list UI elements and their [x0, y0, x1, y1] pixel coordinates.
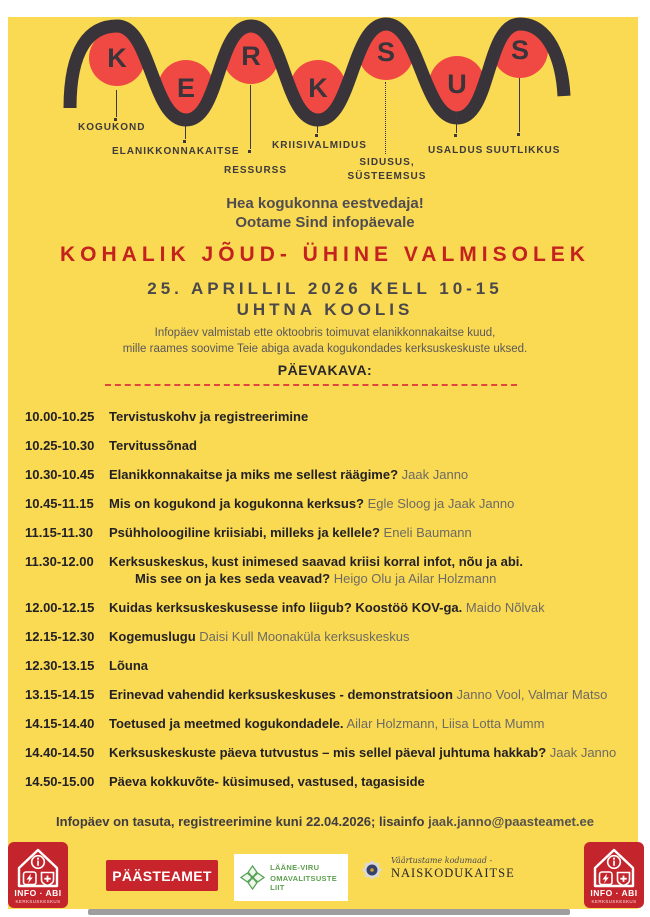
schedule-entry [109, 628, 637, 645]
logo-infoabi-left [8, 842, 68, 908]
schedule-topic: Kerksuskeskus, kust inimesed saavad kriisi korral infot, nõu ja abi. [109, 554, 524, 569]
wave-letter: K [308, 72, 328, 103]
leader-line [317, 118, 318, 133]
event-datetime: 25. APRILLIL 2026 KELL 10-15 [147, 279, 503, 298]
footer-email: jaak.janno@paasteamet.ee [428, 814, 594, 829]
wave-circle-r [223, 28, 279, 84]
laane-viru-emblem-icon [240, 864, 265, 891]
wave-letter: R [241, 40, 261, 71]
description-line-1: Infopäev valmistab ette oktoobris toimuvat elanikkonnakaitse kuud, [154, 327, 496, 339]
schedule-time: 13.15-14.15 [25, 687, 95, 702]
logo-laane-viru [234, 854, 348, 901]
schedule-speaker: Maido Nõlvak [462, 600, 545, 615]
schedule-entry [109, 773, 637, 790]
schedule-time: 11.15-11.30 [25, 525, 93, 540]
wave-circle-s2 [492, 22, 548, 78]
schedule-row [25, 773, 637, 790]
wave-label-usaldus: USALDUS [428, 145, 484, 156]
schedule-time: 11.30-12.00 [25, 554, 94, 569]
schedule-entry [109, 744, 637, 761]
schedule-entry [109, 686, 637, 703]
schedule-topic: Elanikkonnakaitse ja miks me sellest räägime? [109, 467, 399, 482]
page-edge-shadow [88, 909, 570, 915]
logo-paasteamet [106, 860, 218, 891]
wave-letter: K [107, 42, 127, 73]
wave-circle-k2 [290, 60, 346, 116]
schedule-row [25, 524, 637, 541]
wave-label-elanikkonnakaitse: ELANIKKONNAKAITSE [112, 146, 240, 157]
schedule-topic: Mis see on ja kes seda veavad? [135, 571, 331, 586]
wave-letter: S [510, 34, 529, 65]
schedule-entry [109, 599, 637, 616]
wave-letter: U [447, 68, 467, 99]
wave-circle-u [429, 56, 485, 112]
description-line-2: mille raames soovime Teie abiga avada kogukondades kerksuskeskuste uksed. [122, 343, 528, 355]
schedule-time: 12.15-12.30 [25, 629, 95, 644]
wave-label-kogukond: KOGUKOND [78, 122, 146, 133]
schedule-row [25, 657, 637, 674]
schedule-time: 10.25-10.30 [25, 438, 95, 453]
schedule-topic: Mis on kogukond ja kogukonna kerksus? [109, 496, 364, 511]
schedule-entry [109, 553, 637, 587]
leader-line [185, 120, 186, 139]
schedule-speaker: Daisi Kull Moonaküla kerksuskeskus [195, 629, 410, 644]
leader-dot [315, 134, 318, 137]
schedule-entry [109, 437, 637, 454]
infoabi-title: INFO · ABI [14, 888, 62, 898]
schedule-entry [109, 466, 637, 483]
wave-letter: S [376, 36, 395, 67]
infoabi-title: INFO · ABI [590, 888, 638, 898]
schedule-topic: Tervitussõnad [109, 438, 197, 453]
footer-note-text: Infopäev on tasuta, registreerimine kuni 22.04.2026; lisainfo [56, 814, 429, 829]
wave-letter: E [176, 72, 195, 103]
laane-viru-line1: LÄÄNE-VIRU [270, 863, 320, 872]
schedule-entry [109, 524, 637, 541]
intro-line-1: Hea kogukonna eestvedaja! [226, 195, 424, 212]
naiskodukaitse-slogan: Väärtustame kodumaad - [391, 856, 493, 865]
schedule-time: 14.15-14.40 [25, 716, 95, 731]
paasteamet-label: PÄÄSTEAMET [112, 867, 212, 884]
infoabi-house-icon [584, 842, 644, 888]
schedule-topic: Kogemuslugu [109, 629, 196, 644]
naiskodukaitse-name: NAISKODUKAITSE [391, 866, 515, 880]
naiskodukaitse-emblem-icon [360, 858, 384, 882]
wave-label-susteemsus: SÜSTEEMSUS [347, 171, 427, 182]
leader-dot [248, 150, 251, 153]
schedule-entry [109, 715, 637, 732]
schedule-topic: Päeva kokkuvõte- küsimused, vastused, tagasiside [109, 774, 425, 789]
schedule-entry [109, 495, 637, 512]
schedule-time: 10.00-10.25 [25, 409, 95, 424]
laane-viru-line2: OMAVALITSUSTE LIIT [270, 874, 338, 892]
schedule-topic: Psühholoogiline kriisiabi, milleks ja kellele? [109, 525, 380, 540]
schedule-row [25, 628, 637, 645]
schedule-speaker: Janno Vool, Valmar Matso [452, 687, 608, 702]
schedule-row [25, 599, 637, 616]
wave-circle-e [158, 60, 214, 116]
schedule-list [25, 408, 637, 790]
leader-line [385, 82, 386, 154]
schedule-topic: Erinevad vahendid kerksuskeskuses - demonstratsioon [109, 687, 453, 702]
schedule-topic: Toetused ja meetmed kogukondadele. [109, 716, 344, 731]
schedule-entry [109, 408, 637, 425]
infoabi-subtitle: KERKSUSKESKUS [15, 899, 61, 904]
schedule-speaker: Jaak Janno [546, 745, 617, 760]
schedule-row [25, 715, 637, 732]
leader-dot [454, 134, 457, 137]
schedule-speaker: Jaak Janno [398, 467, 469, 482]
schedule-speaker: Ailar Holzmann, Liisa Lotta Mumm [343, 716, 545, 731]
schedule-time: 10.45-11.15 [25, 496, 94, 511]
schedule-row [25, 466, 637, 483]
schedule-topic: Lõuna [109, 658, 148, 673]
schedule-speaker: Egle Sloog ja Jaak Janno [364, 496, 515, 511]
logo-naiskodukaitse [360, 856, 515, 882]
schedule-topic: Tervistuskohv ja registreerimine [109, 409, 309, 424]
leader-dot [183, 140, 186, 143]
schedule-time: 12.30-13.15 [25, 658, 95, 673]
infoabi-house-icon [8, 842, 68, 888]
schedule-row [25, 744, 637, 761]
schedule-speaker: Heigo Olu ja Ailar Holzmann [330, 571, 497, 586]
wave-label-suutlikkus: SUUTLIKKUS [486, 145, 561, 156]
wave-label-sidusus: SIDUSUS, [359, 157, 415, 168]
intro-line-2: Ootame Sind infopäevale [235, 214, 415, 231]
page-title: KOHALIK JÕUD- ÜHINE VALMISOLEK [60, 243, 590, 266]
schedule-row [25, 408, 637, 425]
leader-line [250, 85, 251, 149]
schedule-speaker: Eneli Baumann [379, 525, 472, 540]
leader-dot [517, 133, 520, 136]
logo-infoabi-right [584, 842, 644, 908]
leader-dot [114, 118, 117, 121]
schedule-time: 12.00-12.15 [25, 600, 95, 615]
agenda-heading: PÄEVAKAVA: [277, 362, 373, 378]
schedule-row [25, 495, 637, 512]
schedule-row [25, 686, 637, 703]
wave-label-kriisivalmidus: KRIISIVALMIDUS [272, 140, 367, 151]
footer-note [0, 814, 650, 829]
schedule-entry [109, 657, 637, 674]
leader-line [456, 112, 457, 133]
schedule-topic: Kuidas kerksuskeskusesse info liigub? Koostöö KOV-ga. [109, 600, 463, 615]
wave-circle-s1 [358, 24, 414, 80]
schedule-time: 14.50-15.00 [25, 774, 95, 789]
dashed-divider [105, 384, 517, 386]
schedule-row [25, 553, 637, 587]
wave-label-ressurss: RESSURSS [224, 165, 288, 176]
event-location: UHTNA KOOLIS [236, 300, 414, 319]
leader-line [116, 90, 117, 117]
schedule-time: 14.40-14.50 [25, 745, 95, 760]
schedule-row [25, 437, 637, 454]
schedule-topic: Kerksuskeskuste päeva tutvustus – mis sellel päeval juhtuma hakkab? [109, 745, 547, 760]
infoabi-subtitle: KERKSUSKESKUS [591, 899, 637, 904]
wave-circle-k1 [89, 30, 145, 86]
leader-line [519, 78, 520, 132]
schedule-time: 10.30-10.45 [25, 467, 95, 482]
